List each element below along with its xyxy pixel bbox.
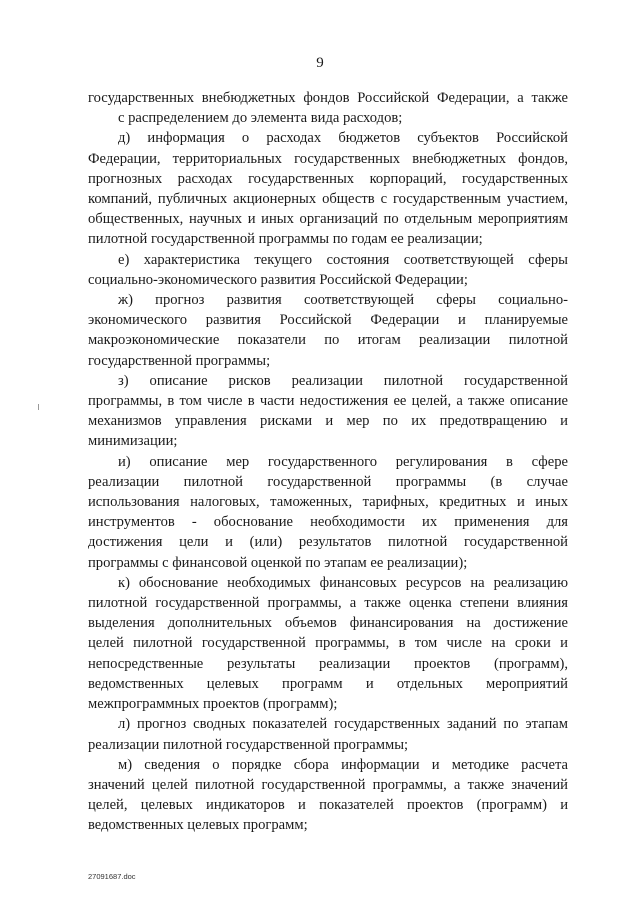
text-line: прогнозных расходах государственных корпораций, государственных — [88, 170, 568, 187]
document-body — [88, 88, 568, 836]
text-line: целей, целевых индикаторов и показателей проектов (программ) и — [88, 797, 568, 814]
paragraph-item-k — [88, 573, 568, 714]
text-line: Федерации, территориальных государственных внебюджетных фондов, — [88, 150, 568, 167]
text-line: выделения дополнительных объемов финансирования на достижение — [88, 615, 568, 632]
text-line: м) сведения о порядке сбора информации и методике расчета — [118, 756, 568, 773]
paragraph-item-d — [88, 128, 568, 249]
page-number: 9 — [316, 55, 324, 71]
text-line: ж) прогноз развития соответствующей сферы социально- — [118, 292, 568, 309]
text-line: пилотной государственной программы по годам ее реализации; — [88, 231, 483, 248]
text-line: межпрограммных проектов (программ); — [88, 696, 338, 713]
text-line: л) прогноз сводных показателей государственных заданий по этапам — [118, 716, 568, 733]
text-line: ведомственных целевых программ; — [88, 817, 308, 834]
text-line: компаний, публичных акционерных обществ с государственным участием, — [88, 191, 568, 208]
paragraph-item-z — [88, 371, 568, 452]
text-line: достижения цели и (или) результатов пилотной государственной — [88, 534, 568, 551]
text-line: социально-экономического развития Российской Федерации; — [88, 271, 468, 288]
paragraph-item-l — [88, 714, 568, 754]
text-line: и) описание мер государственного регулирования в сфере — [118, 453, 568, 470]
text-line: минимизации; — [88, 433, 178, 450]
paragraph-item-m — [88, 755, 568, 836]
text-line: государственных внебюджетных фондов Российской Федерации, а также — [88, 90, 568, 106]
text-line: программы с финансовой оценкой по этапам ее реализации); — [88, 554, 468, 571]
text-line: экономического развития Российской Федерации и планируемые — [88, 312, 568, 329]
text-line: пилотной государственной программы, а также оценка степени влияния — [88, 595, 568, 612]
paragraph-item-i — [88, 452, 568, 573]
text-line: с распределением до элемента вида расходов; — [118, 110, 403, 127]
text-line: з) описание рисков реализации пилотной государственной — [118, 372, 568, 389]
text-line: к) обоснование необходимых финансовых ресурсов на реализацию — [118, 574, 568, 591]
text-line: ведомственных целевых программ и отдельных мероприятий — [88, 675, 568, 692]
text-line: механизмов управления рисками и мер по их предотвращению и — [88, 413, 568, 430]
text-line: программы, в том числе в части недостижения ее целей, а также описание — [88, 393, 568, 410]
paragraph-item-zh — [88, 290, 568, 371]
text-line: реализации пилотной государственной программы (в случае — [88, 473, 568, 490]
text-line: государственной программы; — [88, 352, 271, 369]
paragraph-item-e — [88, 250, 568, 290]
text-line: общественных, научных и иных организаций по отдельным мероприятиям — [88, 211, 568, 228]
text-line: е) характеристика текущего состояния соответствующей сферы — [118, 251, 568, 268]
text-line: непосредственные результаты реализации проектов (программ), — [88, 655, 568, 672]
paragraph-continuation — [88, 88, 568, 128]
text-line: инструментов - обоснование необходимости их применения для — [88, 514, 568, 531]
margin-mark — [38, 404, 39, 410]
footer-filename: 27091687.doc — [88, 872, 136, 881]
text-line: использования налоговых, таможенных, тарифных, кредитных и иных — [88, 494, 568, 511]
text-line: д) информация о расходах бюджетов субъектов Российской — [118, 130, 568, 147]
text-line: значений целей пилотной государственной программы, а также значений — [88, 776, 568, 793]
text-line: целей пилотной государственной программы, в том числе на сроки и — [88, 635, 568, 652]
text-line: реализации пилотной государственной программы; — [88, 736, 409, 753]
text-line: макроэкономические показатели по итогам реализации пилотной — [88, 332, 568, 349]
